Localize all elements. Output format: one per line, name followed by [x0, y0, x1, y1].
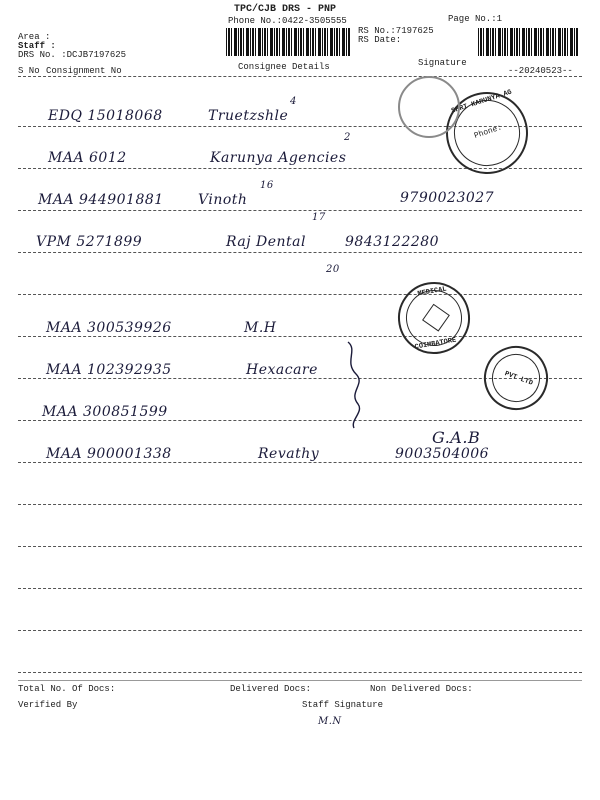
verified-by-label: Verified By — [18, 700, 78, 710]
barcode-left — [226, 28, 350, 56]
phone-number: Phone No.:0422-3505555 — [228, 16, 347, 26]
delivered-docs-label: Delivered Docs: — [230, 684, 312, 694]
row-2-consignment: MAA 6012 — [48, 150, 127, 166]
row-2-mark: 2 — [344, 132, 351, 143]
page-number: Page No.:1 — [448, 14, 503, 24]
empty-rule — [18, 672, 582, 673]
total-docs-label: Total No. Of Docs: — [18, 684, 116, 694]
row-rule — [18, 252, 582, 253]
row-9-consignee: Revathy — [258, 446, 320, 462]
row-3-mark: 16 — [260, 180, 274, 191]
row-6-consignment: MAA 300539926 — [46, 320, 172, 336]
empty-rule — [18, 546, 582, 547]
area-label: Area : — [18, 32, 51, 42]
row-3-consignee: Vinoth — [198, 192, 248, 208]
scribble-mark — [340, 340, 370, 430]
row-7-consignment: MAA 102392935 — [46, 362, 172, 378]
row-5-mark: 20 — [326, 264, 340, 275]
row-4-phone: 9843122280 — [345, 234, 440, 250]
col-consignee: Consignee Details — [238, 62, 330, 72]
stamp3-text: PVT LTD — [503, 370, 534, 388]
empty-rule — [18, 504, 582, 505]
row-9-phone: 9003504006 — [395, 446, 490, 462]
stamp1-text: SHRI KARUNYA AG — [450, 88, 513, 116]
footer-rule — [18, 680, 582, 681]
row-1-mark: 4 — [290, 96, 297, 107]
staff-label: Staff : — [18, 41, 56, 51]
row-rule — [18, 294, 582, 295]
row-7-consignee: Hexacare — [246, 362, 318, 378]
col-consignment: Consignment No — [46, 66, 122, 76]
row-8-consignment: MAA 300851599 — [42, 404, 168, 420]
drs-number: DRS No. :DCJB7197625 — [18, 50, 127, 60]
row-1-consignment: EDQ 15018068 — [48, 108, 163, 124]
row-3-phone: 9790023027 — [400, 190, 495, 206]
staff-signature-label: Staff Signature — [302, 700, 384, 710]
row-6-consignee: M.H — [244, 320, 277, 336]
non-delivered-docs-label: Non Delivered Docs: — [370, 684, 473, 694]
barcode-right — [478, 28, 578, 56]
row-3-consignment: MAA 944901881 — [38, 192, 164, 208]
rs-number: RS No.:7197625 — [358, 26, 434, 36]
row-rule — [18, 420, 582, 421]
stamp2-text: MEDICAL — [416, 285, 448, 299]
col-signature: Signature — [418, 58, 467, 68]
empty-rule — [18, 630, 582, 631]
shri-karunya-stamp-faint — [398, 76, 460, 138]
staff-signature-initials: M.N — [318, 716, 342, 727]
row-9-consignment: MAA 900001338 — [46, 446, 172, 462]
row-1-consignee: Truetzshle — [208, 108, 289, 124]
row-4-consignee: Raj Dental — [226, 234, 306, 250]
handwritten-signature: G.A.B — [432, 428, 481, 447]
row-4-mark: 17 — [312, 212, 326, 223]
medical-stamp — [392, 276, 475, 359]
header-rule — [18, 76, 582, 77]
row-rule — [18, 336, 582, 337]
stamp1-inner: Phone: — [473, 123, 504, 141]
row-2-consignee: Karunya Agencies — [210, 150, 347, 166]
pvt-ltd-stamp — [475, 337, 557, 419]
row-rule — [18, 462, 582, 463]
col-date: --20240523-- — [508, 66, 573, 76]
col-sno: S No — [18, 66, 40, 76]
stamp2-city: COIMBATORE — [414, 336, 457, 352]
form-title: TPC/CJB DRS - PNP — [234, 4, 337, 15]
row-4-consignment: VPM 5271899 — [36, 234, 143, 250]
rs-date: RS Date: — [358, 35, 402, 45]
empty-rule — [18, 588, 582, 589]
row-rule — [18, 210, 582, 211]
